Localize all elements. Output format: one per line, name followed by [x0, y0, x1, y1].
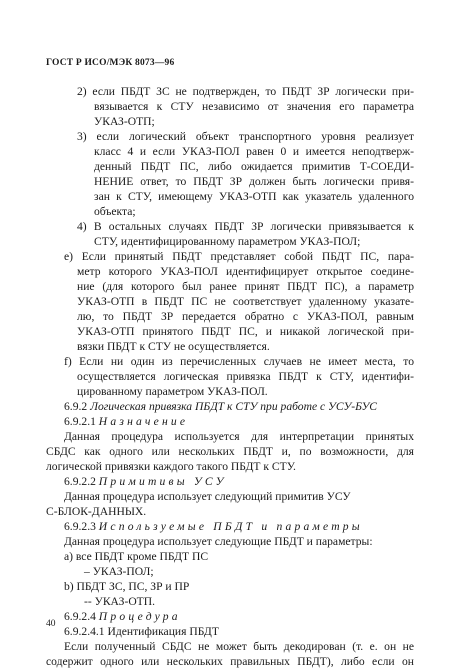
text-line: денный ПБДТ ПС, либо ожидается примитив Т-СОЕДИ- [94, 160, 414, 173]
text-line: 3) если логический объект транспортного уровня реализует [77, 130, 414, 143]
subsection-title: Примитивы УСУ [98, 475, 227, 488]
text-line: лю, то ПБДТ ЗР передается обратно с УКАЗ-ПОЛ, равным [77, 310, 414, 323]
text-line: класс 4 и если УКАЗ-ПОЛ равен 0 и имеется неподтверж- [94, 145, 414, 158]
text-line: СТУ, идентифицированному параметром УКАЗ-ПОЛ; [94, 235, 361, 248]
text-line: С-БЛОК-ДАННЫХ. [46, 505, 147, 518]
subsection-number: 6.9.2.1 [64, 415, 99, 428]
text-line: Данная процедура использует следующий примитив УСУ [64, 490, 351, 503]
page-number: 40 [46, 619, 56, 629]
subsection-heading [64, 474, 227, 489]
text-line: f) Если ни один из перечисленных случаев не имеет места, то [64, 355, 414, 368]
text-line: вязывается к СТУ независимо от значения его параметра [94, 100, 414, 113]
subsection-number: 6.9.2.3 [64, 520, 99, 533]
list-item: a) все ПБДТ кроме ПБДТ ПС [64, 550, 209, 563]
subsection-heading [64, 414, 188, 429]
subsection-heading [64, 519, 363, 534]
list-subitem: – УКАЗ-ПОЛ; [84, 565, 154, 578]
text-line: НЕНИЕ ответ, то ПБДТ ЗР должен быть логически привя- [94, 175, 414, 188]
subsection-title: Используемые ПБДТ и параметры [98, 520, 363, 533]
text-line: УКАЗ-ОТП; [94, 115, 155, 128]
subsection-title: Процедура [98, 610, 181, 623]
text-line: осуществляется логическая привязка ПБДТ к СТУ, идентифи- [77, 370, 414, 383]
text-line: метр которого УКАЗ-ПОЛ идентифицирует открытое соедине- [77, 265, 414, 278]
text-line: зан к СТУ, имеющему УКАЗ-ОТП как указатель удаленного [94, 190, 414, 203]
subsubsection-heading: 6.9.2.4.1 Идентификация ПБДТ [64, 625, 219, 638]
list-item: b) ПБДТ ЗС, ПС, ЗР и ПР [64, 580, 190, 593]
section-heading [64, 399, 377, 414]
text-line: СБДС как одного или нескольких ПБДТ и, по возможности, для [46, 445, 414, 458]
text-line: ние (для которого был ранее принят ПБДТ ПС), а параметр [77, 280, 414, 293]
section-number: 6.9.2 [64, 400, 91, 413]
text-line: цированному параметром УКАЗ-ПОЛ. [77, 385, 268, 398]
list-subitem: -- УКАЗ-ОТП. [84, 595, 156, 608]
text-line: 4) В остальных случаях ПБДТ ЗР логически привязывается к [77, 220, 414, 233]
subsection-title: Назначение [98, 415, 189, 428]
text-line: УКАЗ-ОТП в ПБДТ ПС не соответствует удаленному указате- [77, 295, 414, 308]
section-title: Логическая привязка ПБДТ к СТУ при работе с УСУ-БУС [90, 400, 378, 413]
text-line: Если полученный СБДС не может быть декодирован (т. е. он не [64, 640, 414, 653]
text-line: объекта; [94, 205, 136, 218]
subsection-number: 6.9.2.4 [64, 610, 99, 623]
text-line: вязки ПБДТ к СТУ не осуществляется. [77, 340, 270, 353]
text-line: УКАЗ-ОТП принятого ПБДТ ПС, и никакой логической при- [77, 325, 414, 338]
text-line: 2) если ПБДТ ЗС не подтвержден, то ПБДТ ЗР логически при- [77, 85, 414, 98]
subsection-number: 6.9.2.2 [64, 475, 99, 488]
text-line: Данная процедура используется для интерпретации принятых [64, 430, 414, 443]
subsection-heading [64, 609, 181, 624]
text-line: e) Если принятый ПБДТ представляет собой ПБДТ ПС, пара- [64, 250, 414, 263]
text-line: содержит одного или нескольких правильных ПБДТ), либо если он [46, 655, 414, 668]
text-line: логической привязки каждого такого ПБДТ к СТУ. [46, 460, 296, 473]
running-header: ГОСТ Р ИСО/МЭК 8073—96 [46, 58, 175, 68]
text-line: Данная процедура использует следующие ПБДТ и параметры: [64, 535, 373, 548]
